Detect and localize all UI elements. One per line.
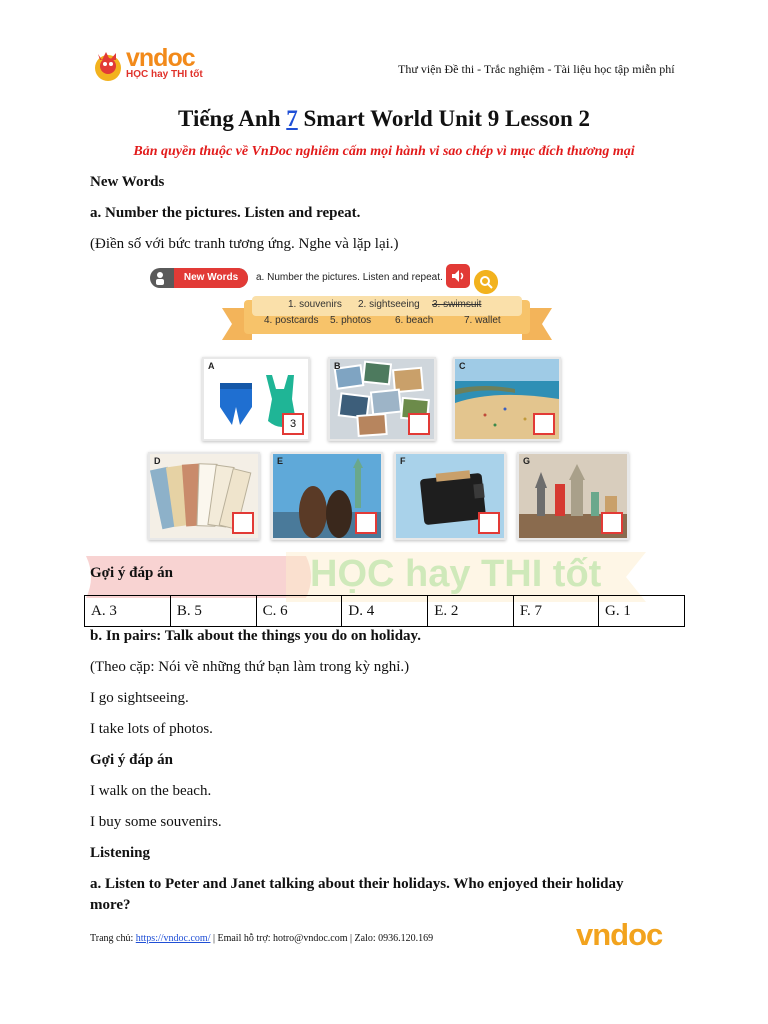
picture-f — [394, 452, 506, 540]
title-text-after: Smart World Unit 9 Lesson 2 — [297, 106, 590, 131]
picture-d — [148, 452, 260, 540]
picture-letter: G — [523, 456, 531, 466]
word-photos: 5. photos — [330, 315, 372, 326]
picture-e — [271, 452, 383, 540]
footer-contact: | Email hỗ trợ: hotro@vndoc.com | Zalo: 0936.120.169 — [210, 933, 434, 944]
example-line: I take lots of photos. — [90, 721, 213, 737]
picture-letter: C — [459, 361, 466, 371]
task-b-heading: b. In pairs: Talk about the things you do on holiday. — [90, 628, 421, 644]
word-wallet: 7. wallet — [464, 315, 501, 326]
picture-letter: D — [154, 456, 161, 466]
copyright-notice: Bản quyền thuộc về VnDoc nghiêm cấm mọi hành vi sao chép vì mục đích thương mại — [133, 144, 635, 159]
answer-cell: F. 7 — [513, 596, 598, 627]
word-beach: 6. beach — [395, 315, 434, 326]
task-a-heading: a. Number the pictures. Listen and repeat. — [90, 205, 361, 221]
book-instruction: a. Number the pictures. Listen and repeat. — [256, 272, 443, 283]
picture-a — [202, 357, 310, 441]
watermark-text: HỌC hay THI tốt — [310, 553, 602, 595]
listening-task-a: a. Listen to Peter and Janet talking about their holidays. Who enjoyed their holiday — [90, 876, 624, 892]
header-tagline: Thư viện Đề thi - Trắc nghiệm - Tài liệu học tập miễn phí — [398, 62, 675, 76]
picture-c — [453, 357, 561, 441]
answer-cell: G. 1 — [599, 596, 685, 627]
page-title — [0, 106, 768, 132]
suggested-answer-heading: Gợi ý đáp án — [90, 752, 173, 768]
footer-info — [90, 933, 433, 944]
answer-box: 3 — [282, 413, 304, 435]
grade-link[interactable]: 7 — [286, 106, 298, 131]
picture-letter: A — [208, 361, 215, 371]
answer-box — [232, 512, 254, 534]
answer-box — [478, 512, 500, 534]
table-row — [85, 596, 685, 627]
new-words-label: New Words — [174, 268, 248, 288]
answer-box — [601, 512, 623, 534]
footer-home-link[interactable]: https://vndoc.com/ — [135, 933, 211, 944]
task-b-translation: (Theo cặp: Nói về những thứ bạn làm trong kỳ nghỉ.) — [90, 659, 410, 675]
picture-letter: B — [334, 361, 341, 371]
section-new-words: New Words — [90, 174, 165, 190]
word-postcards: 4. postcards — [264, 315, 319, 326]
picture-g — [517, 452, 629, 540]
footer-logo[interactable]: vndoc — [576, 917, 663, 952]
title-text-before: Tiếng Anh — [178, 106, 287, 131]
answer-cell: C. 6 — [256, 596, 342, 627]
answer-line: I buy some souvenirs. — [90, 814, 222, 830]
answer-box — [408, 413, 430, 435]
answer-cell: E. 2 — [428, 596, 514, 627]
header-logo-tagline: HỌC hay THI tốt — [126, 69, 203, 80]
word-souvenirs: 1. souvenirs — [288, 299, 342, 310]
magnifier-icon[interactable] — [474, 270, 498, 294]
picture-b — [328, 357, 436, 441]
person-icon — [150, 268, 170, 288]
example-line: I go sightseeing. — [90, 690, 189, 706]
answer-box — [533, 413, 555, 435]
answer-line: I walk on the beach. — [90, 783, 212, 799]
listening-task-a-cont: more? — [90, 897, 131, 913]
header-logo-text[interactable]: vndoc — [126, 44, 195, 72]
picture-letter: E — [277, 456, 284, 466]
answer-table — [84, 595, 685, 627]
footer-prefix: Trang chủ: — [90, 933, 136, 944]
answer-box — [355, 512, 377, 534]
answer-cell: B. 5 — [170, 596, 256, 627]
picture-letter: F — [400, 456, 406, 466]
task-a-translation: (Điền số với bức tranh tương ứng. Nghe và lặp lại.) — [90, 236, 399, 252]
answer-cell: D. 4 — [342, 596, 428, 627]
word-sightseeing: 2. sightseeing — [358, 299, 420, 310]
speaker-icon[interactable] — [446, 264, 470, 288]
word-swimsuit: 3. swimsuit — [432, 299, 482, 310]
answer-cell: A. 3 — [85, 596, 171, 627]
section-listening: Listening — [90, 845, 151, 861]
suggested-answer-heading: Gợi ý đáp án — [90, 565, 173, 581]
